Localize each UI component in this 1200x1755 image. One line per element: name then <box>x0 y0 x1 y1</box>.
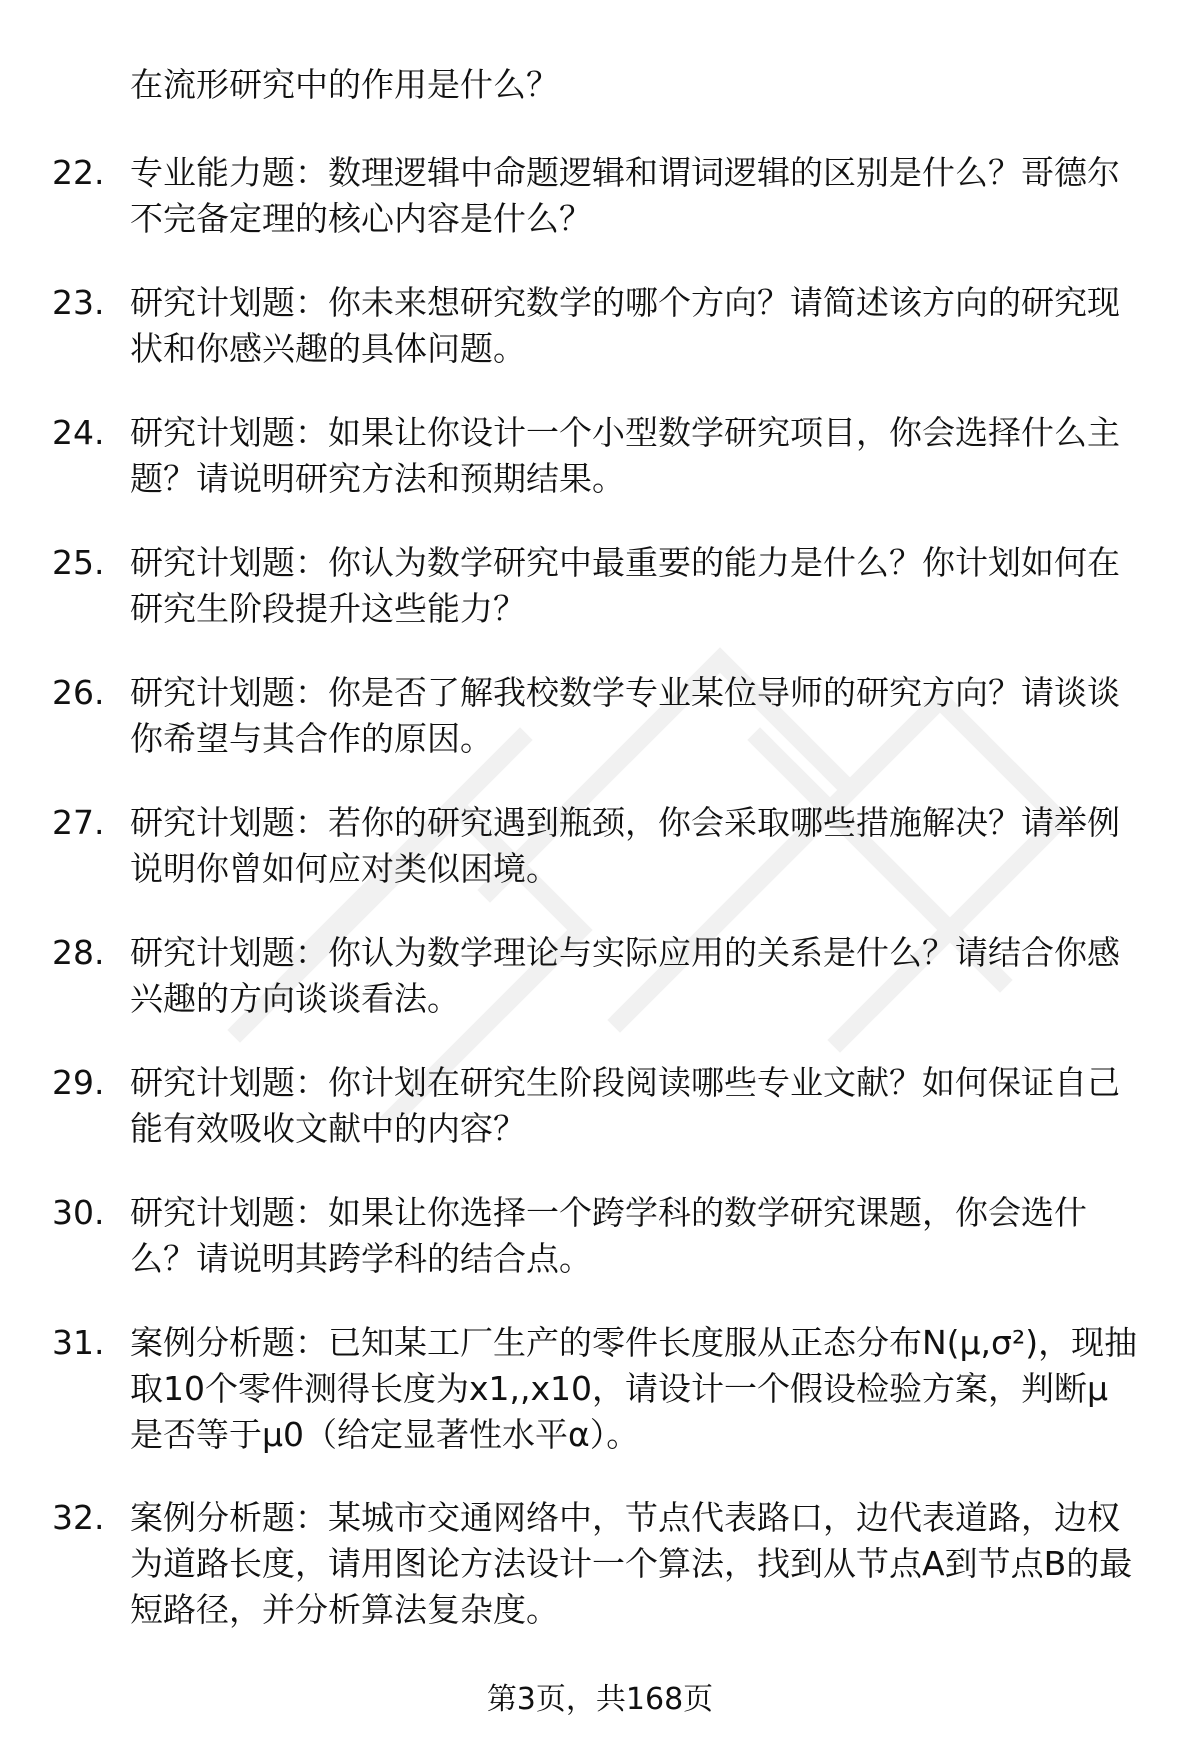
question-text: 研究计划题：你未来想研究数学的哪个方向？请简述该方向的研究现状和你感兴趣的具体问题。 <box>130 283 1120 368</box>
question-text: 案例分析题：已知某工厂生产的零件长度服从正态分布N(μ,σ²)，现抽取10个零件测得长度为x1,,x10，请设计一个假设检验方案，判断μ是否等于μ0（给定显著性水平α）。 <box>130 1323 1138 1454</box>
question-number: 26. <box>52 673 105 712</box>
page-footer: 第3页，共168页 <box>486 1682 714 1717</box>
question-text: 研究计划题：若你的研究遇到瓶颈，你会采取哪些措施解决？请举例说明你曾如何应对类似困境。 <box>130 803 1120 888</box>
question-item <box>0 410 1200 540</box>
question-text: 研究计划题：如果让你选择一个跨学科的数学研究课题，你会选什么？请说明其跨学科的结合点。 <box>130 1193 1087 1278</box>
question-number: 29. <box>52 1063 105 1102</box>
question-number: 31. <box>52 1323 105 1362</box>
question-number: 27. <box>52 803 105 842</box>
question-text: 研究计划题：你认为数学研究中最重要的能力是什么？你计划如何在研究生阶段提升这些能力？ <box>130 543 1120 628</box>
question-text: 研究计划题：你计划在研究生阶段阅读哪些专业文献？如何保证自己能有效吸收文献中的内容？ <box>130 1063 1120 1148</box>
question-number: 25. <box>52 543 105 582</box>
question-list <box>0 150 1200 1670</box>
question-item <box>0 1060 1200 1190</box>
question-number: 30. <box>52 1193 105 1232</box>
question-item <box>0 1495 1200 1670</box>
question-text: 研究计划题：你是否了解我校数学专业某位导师的研究方向？请谈谈你希望与其合作的原因。 <box>130 673 1120 758</box>
question-text: 研究计划题：你认为数学理论与实际应用的关系是什么？请结合你感兴趣的方向谈谈看法。 <box>130 933 1120 1018</box>
question-item <box>0 930 1200 1060</box>
question-number: 22. <box>52 153 105 192</box>
continuation-text: 在流形研究中的作用是什么？ <box>130 65 559 104</box>
question-item <box>0 280 1200 410</box>
question-item <box>0 1320 1200 1495</box>
question-number: 32. <box>52 1498 105 1537</box>
question-item <box>0 1190 1200 1320</box>
question-number: 24. <box>52 413 105 452</box>
question-number: 23. <box>52 283 105 322</box>
question-number: 28. <box>52 933 105 972</box>
question-item <box>0 670 1200 800</box>
question-item <box>0 540 1200 670</box>
question-item <box>0 800 1200 930</box>
question-text: 研究计划题：如果让你设计一个小型数学研究项目，你会选择什么主题？请说明研究方法和预期结果。 <box>130 413 1120 498</box>
question-item <box>0 150 1200 280</box>
question-text: 专业能力题：数理逻辑中命题逻辑和谓词逻辑的区别是什么？哥德尔不完备定理的核心内容是什么？ <box>130 153 1120 238</box>
question-text: 案例分析题：某城市交通网络中，节点代表路口，边代表道路，边权为道路长度，请用图论方法设计一个算法，找到从节点A到节点B的最短路径，并分析算法复杂度。 <box>130 1498 1133 1629</box>
